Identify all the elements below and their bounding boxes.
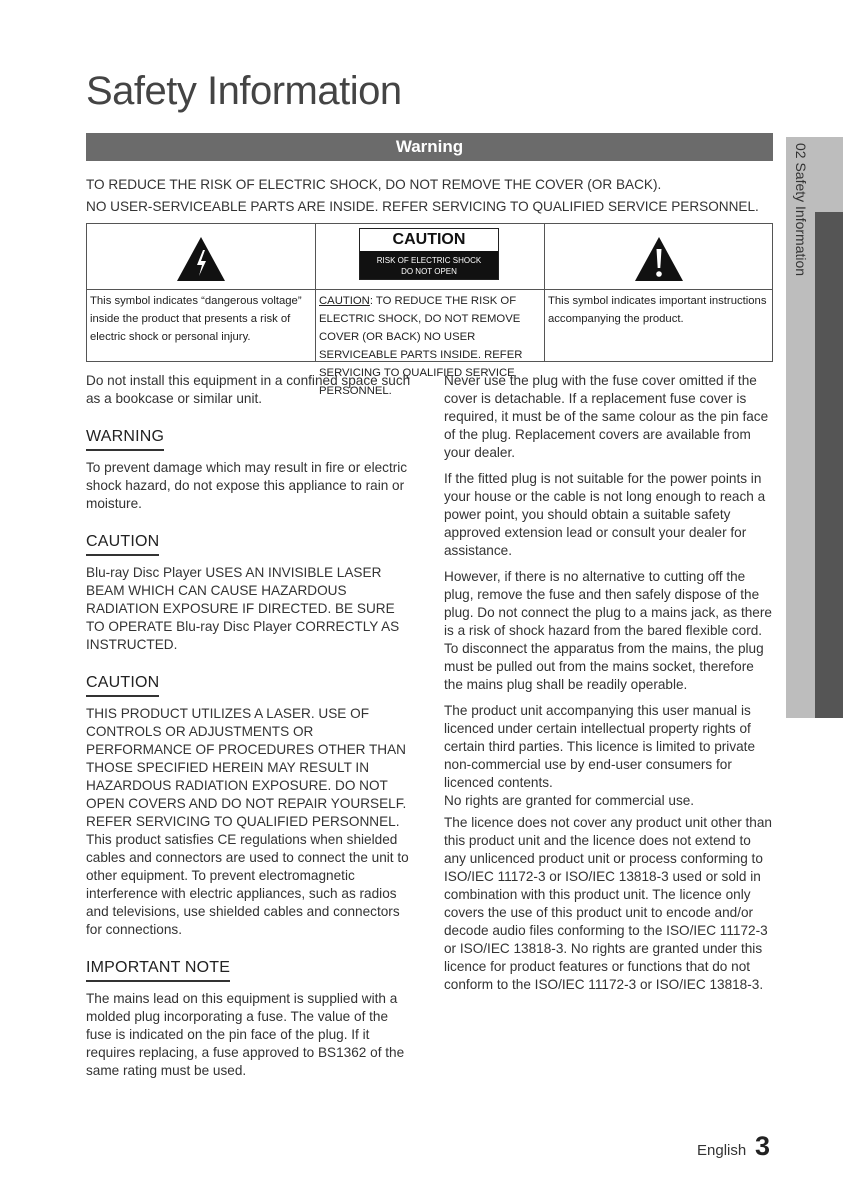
caution-heading-1: CAUTION: [86, 533, 159, 556]
caution-text-body: : TO REDUCE THE RISK OF ELECTRIC SHOCK, DO NOT REMOVE COVER (OR BACK) NO USER SERVICEABLE PARTS INSIDE. REFER SERVICING TO QUALIFIED SERVICE PERSONNEL.: [319, 295, 523, 397]
intro-paragraph: Do not install this equipment in a confined space such as a bookcase or similar unit.: [86, 373, 411, 406]
side-tab-marker: [815, 212, 843, 718]
commercial-use-paragraph: No rights are granted for commercial use.: [444, 793, 695, 808]
caution-label-sub-2: DO NOT OPEN: [401, 267, 457, 276]
caution-label-sub-1: RISK OF ELECTRIC SHOCK: [376, 256, 482, 265]
caution-paragraph-2: THIS PRODUCT UTILIZES A LASER. USE OF CONTROLS OR ADJUSTMENTS OR PERFORMANCE OF PROCEDURES OTHER THAN THOSE SPECIFIED HEREIN MAY RESULT IN HAZARDOUS RADIATION EXPOSURE. DO NOT OPEN COVERS AND DO NOT REPAIR YOURSELF. REFER SERVICING TO QUALIFIED PERSONNEL.: [86, 706, 407, 829]
exclamation-warning-icon: [634, 236, 684, 282]
caution-heading-2: CAUTION: [86, 674, 159, 697]
licence-scope-paragraph: The licence does not cover any product unit other than this product unit and the licence does not extend to any unlicenced product unit or process conforming to ISO/IEC 11172-3 or ISO/IEC 13818-3 used or sold in combination with this product unit. The licence only covers the use of this product unit to encode and/or decode audio files conforming to the ISO/IEC 11172-3 or ISO/IEC 13818-3. No rights are granted under this licence for product features or functions that do not conform to the ISO/IEC 11172-3 or ISO/IEC 13818-3.: [444, 815, 772, 992]
fuse-cover-paragraph: Never use the plug with the fuse cover omitted if the cover is detachable. If a replacement fuse cover is required, it must be of the same colour as the pin face of the plug. Replacement covers are available from your dealer.: [444, 373, 769, 460]
plug-suitability-paragraph: If the fitted plug is not suitable for the power points in your house or the cable is not long enough to reach a power point, you should obtain a suitable safety approved extension lead or consult your dealer for assistance.: [444, 471, 766, 558]
voltage-symbol-text: This symbol indicates “dangerous voltage” inside the product that presents a risk of electric shock or personal injury.: [90, 295, 302, 343]
caution-text-label: CAUTION: [319, 295, 370, 307]
warning-line-2: NO USER-SERVICEABLE PARTS ARE INSIDE. REFER SERVICING TO QUALIFIED SERVICE PERSONNEL.: [86, 199, 759, 214]
important-note-heading: IMPORTANT NOTE: [86, 959, 230, 982]
right-column: [444, 372, 776, 1002]
caution-paragraph-1: Blu-ray Disc Player USES AN INVISIBLE LASER BEAM WHICH CAN CAUSE HAZARDOUS RADIATION EXPOSURE IF DIRECTED. BE SURE TO OPERATE Blu-ray Disc Player CORRECTLY AS INSTRUCTED.: [86, 565, 400, 652]
important-note-paragraph: The mains lead on this equipment is supplied with a molded plug incorporating a fuse. The value of the fuse is indicated on the pin face of the plug. If it requires replacing, a fuse approved to BS1362 of the same rating must be used.: [86, 991, 405, 1078]
warning-line-1: TO REDUCE THE RISK OF ELECTRIC SHOCK, DO NOT REMOVE THE COVER (OR BACK).: [86, 177, 662, 192]
lightning-warning-icon: [176, 236, 226, 282]
caution-label-sub: [360, 251, 498, 279]
warning-banner: Warning: [86, 133, 773, 161]
page-title: Safety Information: [86, 69, 402, 113]
important-symbol-cell: [545, 224, 772, 361]
page-number: 3: [755, 1131, 771, 1161]
warning-heading: WARNING: [86, 428, 164, 451]
voltage-symbol-cell: [87, 224, 316, 361]
caution-label: [359, 228, 499, 280]
warning-paragraph: To prevent damage which may result in fire or electric shock hazard, do not expose this appliance to rain or moisture.: [86, 460, 408, 511]
cut-off-plug-paragraph: However, if there is no alternative to cutting off the plug, remove the fuse and then safely dispose of the plug. Do not connect the plug to a mains jack, as there is a risk of shock hazard from the bared flexible cord.: [444, 569, 772, 638]
important-symbol-text: This symbol indicates important instructions accompanying the product.: [548, 295, 767, 325]
caution-label-cell: [316, 224, 545, 397]
disconnect-paragraph: To disconnect the apparatus from the mains, the plug must be pulled out from the mains socket, therefore the mains plug shall be readily operable.: [444, 641, 764, 692]
ce-paragraph: This product satisfies CE regulations when shielded cables and connectors are used to connect the unit to other equipment. To prevent electromagnetic interference with electric appliances, such as radios and televisions, use shielded cables and connectors for connections.: [86, 832, 409, 937]
left-column: [86, 372, 416, 1088]
licence-paragraph: The product unit accompanying this user manual is licenced under certain intellectual property rights of certain third parties. This licence is limited to private non-commercial use by end-user consumers for licenced contents.: [444, 703, 756, 790]
caution-label-title: CAUTION: [360, 229, 498, 251]
chapter-side-tab: [786, 137, 843, 718]
footer-language: English: [697, 1142, 747, 1159]
side-tab-label: 02 Safety Information: [793, 143, 809, 277]
